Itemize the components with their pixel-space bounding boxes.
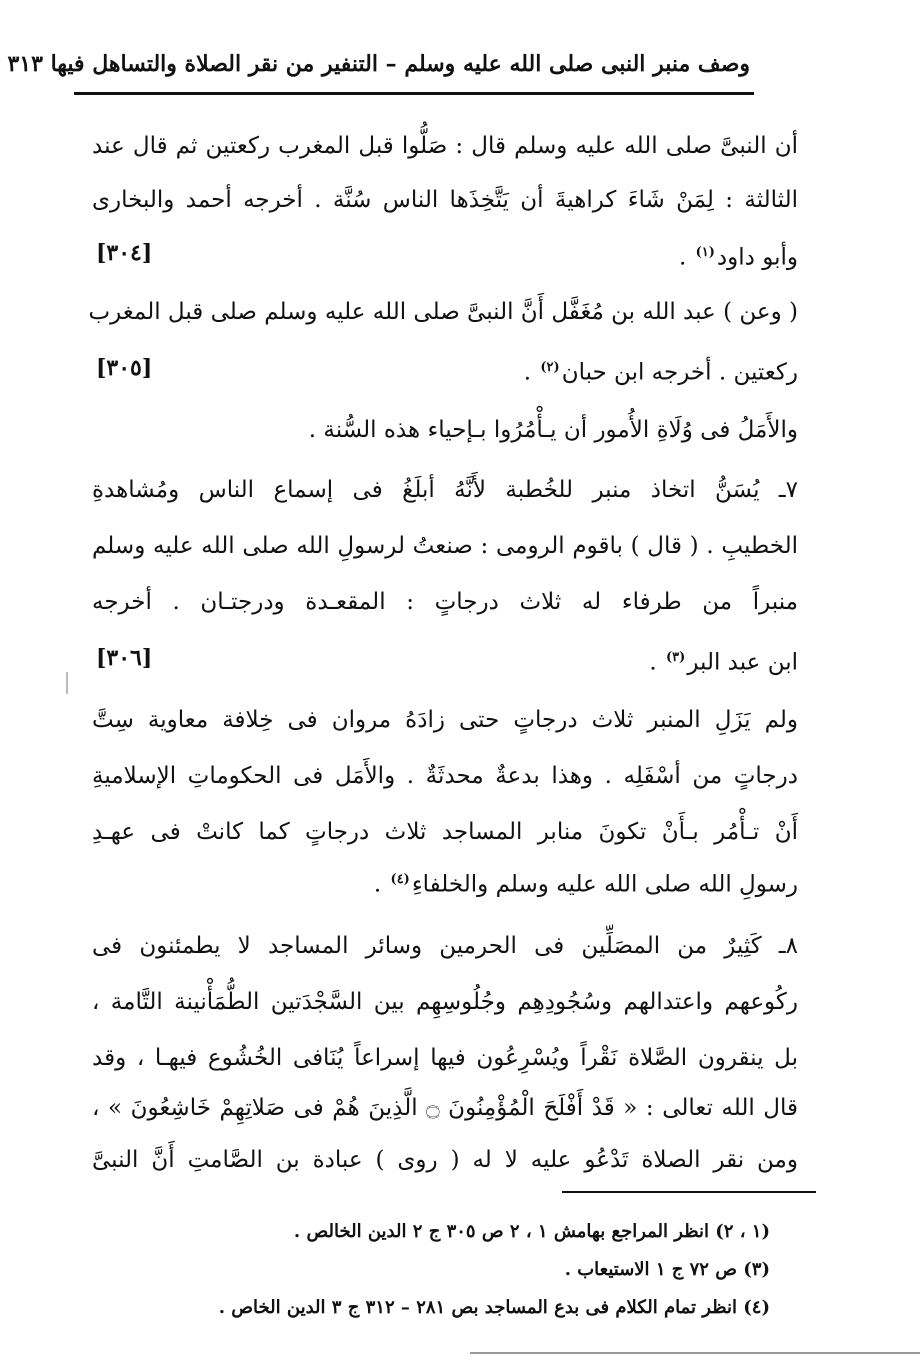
footnote-marker[interactable]: (٢) [540,360,560,375]
text-line-with-footnote [92,638,798,678]
text-line: بل ينقرون الصَّلاة نَقْراً ويُسْرِعُون فيها إسراعاً يُنَافى الخُشُوع فيهـا ، وقد [92,1045,798,1071]
text-line-with-footnote [92,860,798,900]
text-line: الخطيبِ . ( قال ) باقوم الرومى : صنعتُ لرسولِ الله صلى الله عليه وسلم [92,533,798,559]
text-line: أن النبىَّ صلى الله عليه وسلم قال : صَلُّوا قبل المغرب ركعتين ثم قال عند [92,133,798,159]
period: . [523,359,532,386]
text-segment: وأبو داود [716,244,798,271]
page-edge-rule [470,1352,920,1354]
text-line: الثالثة : لِمَنْ شَاءَ كراهيةَ أن يَتَّخِذَها الناس سُنَّة . أخرجه أحمد والبخارى [92,187,798,213]
header-rule [74,92,754,95]
text-segment: ابن عبد البر [687,649,798,676]
text-line: ولم يَزَلِ المنبر ثلاث درجاتٍ حتى زادَهُ مروان فى خِلافة معاوية سِتَّ [92,707,798,733]
text-line: ركُوعهم واعتدالهم وسُجُودِهِم وجُلُوسِهِم بين السَّجْدَتين الطُّمَأْنينة التَّامة ، [92,989,798,1015]
footnote-marker[interactable]: (٣) [666,650,686,665]
period: . [373,871,382,898]
running-header [7,40,750,88]
footnote-marker[interactable]: (١) [695,245,715,260]
footnote: (٤) انظر تمام الكلام فى بدع المساجد بص ٢٨١ – ٣١٢ ج ٣ الدين الخاص . [218,1297,770,1318]
text-line: ٧ـ يُسَنُّ اتخاذ منبر للخُطبة لأَنَّهُ أبلَغُ فى إسماع الناس ومُشاهدةِ [92,477,798,503]
text-line: قال الله تعالى : « قَدْ أَفْلَحَ الْمُؤْمِنُونَ ۝ الَّذِينَ هُمْ فى صَلاتِهِمْ خَاشِعُونَ » ، [92,1095,798,1121]
text-line: ومن نقر الصلاة تَدْعُو عليه لا له ( روى ) عبادة بن الصَّامتِ أَنَّ النبىَّ [92,1147,798,1173]
footnote: (١ ، ٢) انظر المراجع بهامش ١ ، ٢ ص ٣٠٥ ج ٢ الدين الخالص . [293,1221,770,1242]
text-segment: رسولِ الله صلى الله عليه وسلم والخلفاءِ [411,871,798,898]
reference-number: [٣٠٥] [96,355,153,381]
text-line: درجاتٍ من أسْفَلِه . وهذا بدعةٌ محدثَةٌ . والأَمَل فى الحكوماتِ الإسلاميةِ [92,763,798,789]
text-line: والأَمَلُ فى وُلَاةِ الأُمور أن يـأْمُرُوا بـإحياء هذه السُّنة . [308,417,798,443]
period: . [649,649,657,676]
margin-mark [66,672,68,694]
period: . [679,244,687,271]
footnote-marker[interactable]: (٤) [390,872,410,887]
text-line-with-footnote [92,348,798,388]
footnote-rule [562,1191,816,1193]
text-line: ٨ـ كَثِيرٌ من المصَلِّين فى الحرمين وسائر المساجد لا يطمئنون فى [92,933,798,959]
text-line: ( وعن ) عبد الله بن مُغَفَّل أَنَّ النبىَّ صلى الله عليه وسلم صلى قبل المغرب [88,299,798,325]
text-line-with-footnote [92,233,798,273]
header-title: وصف منبر النبى صلى الله عليه وسلم – التنفير من نقر الصلاة والتساهل فيها ٣١٣ [7,51,750,77]
text-line: منبراً من طرفاء له ثلاث درجاتٍ : المقعـدة ودرجتـان . أخرجه [92,589,798,615]
text-segment: ركعتين . أخرجه ابن حبان [561,359,798,386]
reference-number: [٣٠٤] [96,240,153,266]
reference-number: [٣٠٦] [96,645,153,671]
footnote: (٣) ص ٧٢ ج ١ الاستيعاب . [564,1259,770,1280]
text-line: أَنْ تـأْمُر بـأَنْ تكونَ منابر المساجد ثلاث درجاتٍ كما كانتْ فى عهـدِ [92,819,798,845]
